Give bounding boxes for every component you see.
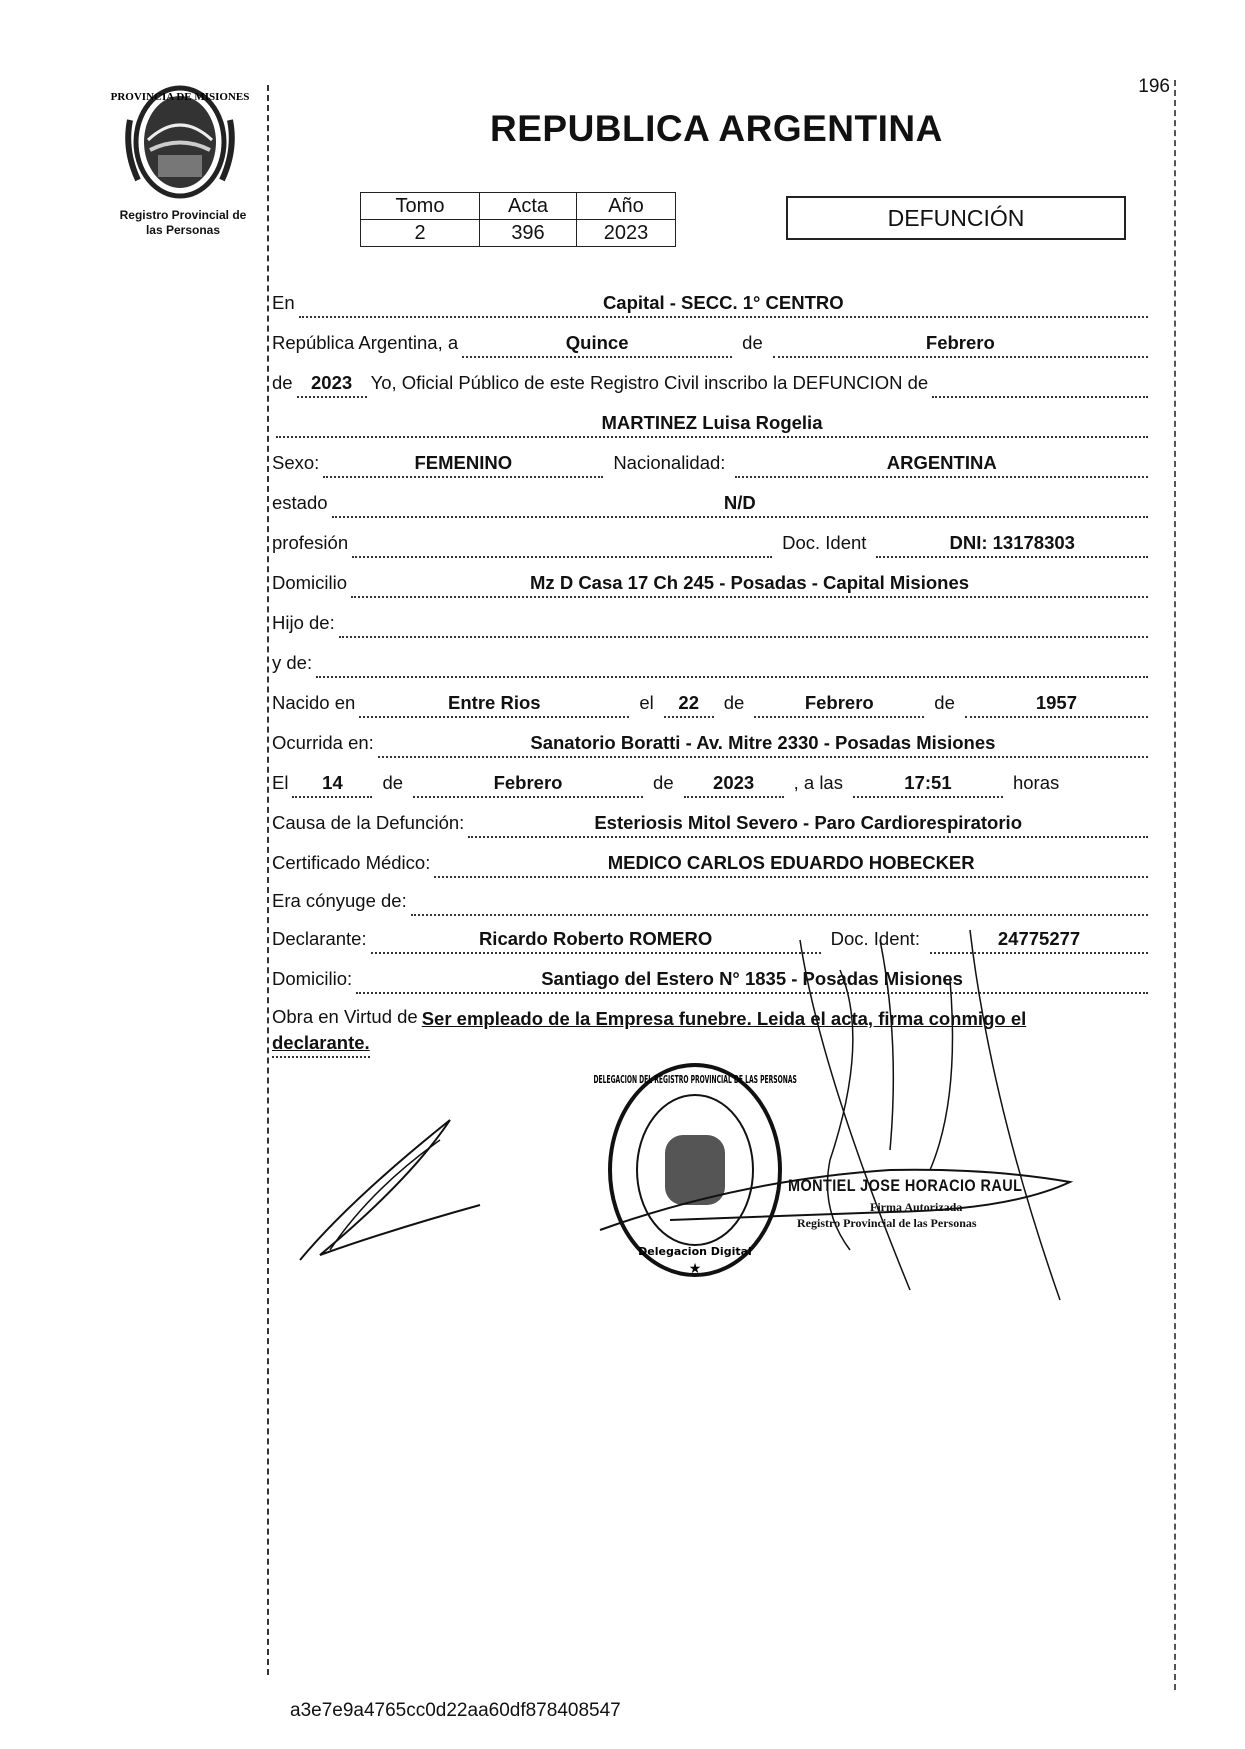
el-label: el [639, 692, 654, 713]
row-domicilio [272, 566, 1152, 598]
official-role: Firma Autorizada [870, 1200, 963, 1214]
certificado-label: Certificado Médico: [272, 852, 431, 873]
docident-value: DNI: 13178303 [876, 530, 1148, 558]
El-label: El [272, 772, 289, 793]
profesion-label: profesión [272, 532, 349, 553]
row-en [272, 286, 1152, 318]
obra-value1: Ser empleado de la Empresa funebre. Leida el acta, firma conmigo el [421, 1008, 1027, 1029]
nac-dia: 22 [664, 690, 714, 718]
yo-blank [932, 370, 1148, 398]
yde-value [316, 650, 1148, 678]
row-profesion [272, 526, 1152, 558]
acta-header: Acta [480, 193, 577, 220]
acta-table [360, 192, 676, 247]
conyuge-label: Era cónyuge de: [272, 890, 407, 911]
row-causa [272, 806, 1152, 838]
def-mes: Febrero [413, 770, 643, 798]
declarante-label: Declarante: [272, 928, 367, 949]
page-title: REPUBLICA ARGENTINA [490, 108, 943, 149]
hijo-label: Hijo de: [272, 612, 335, 633]
causa-label: Causa de la Defunción: [272, 812, 465, 833]
doc-type-box: DEFUNCIÓN [786, 196, 1126, 240]
page-number: 196 [1138, 76, 1170, 97]
estado-value: N/D [332, 490, 1148, 518]
registry-label [98, 208, 268, 238]
stamp-star-icon: ★ [688, 1260, 702, 1276]
horas-label: horas [1012, 772, 1060, 793]
emblem-text: PROVINCIA DE MISIONES [110, 91, 250, 103]
anio-header: Año [577, 193, 676, 220]
estado-label: estado [272, 492, 328, 513]
row-sexo [272, 446, 1152, 478]
registry-line1: Registro Provincial de [119, 208, 247, 222]
def-de-label: de [382, 772, 404, 793]
decl-dom-value: Santiago del Estero N° 1835 - Posadas Misiones [356, 966, 1148, 994]
def-anio: 2023 [684, 770, 784, 798]
nacido-label: Nacido en [272, 692, 356, 713]
decl-dom-label: Domicilio: [272, 968, 353, 989]
obra-value2: declarante. [272, 1030, 370, 1058]
conyuge-value [411, 888, 1148, 916]
nacionalidad-value: ARGENTINA [735, 450, 1148, 478]
row-yde [272, 646, 1152, 678]
nac-mes: Febrero [754, 690, 924, 718]
en-label: En [272, 292, 295, 313]
nac-anio: 1957 [965, 690, 1148, 718]
row-nacido [272, 686, 1152, 718]
stamp-bottom-text: Delegacion Digital [638, 1245, 752, 1258]
nombre-value: MARTINEZ Luisa Rogelia [276, 410, 1148, 438]
ocurrida-value: Sanatorio Boratti - Av. Mitre 2330 - Posadas Misiones [378, 730, 1148, 758]
domicilio-value: Mz D Casa 17 Ch 245 - Posadas - Capital Misiones [351, 570, 1148, 598]
def-de2-label: de [653, 772, 674, 793]
de2-label: de [272, 372, 293, 393]
dia-value: Quince [462, 330, 732, 358]
row-fecha-defuncion [272, 766, 1152, 798]
def-hora: 17:51 [853, 770, 1003, 798]
nac-de-label: de [723, 692, 745, 713]
tomo-value: 2 [361, 220, 480, 247]
official-signature-icon [590, 920, 1090, 1300]
row-certificado [272, 846, 1152, 878]
row-yo [272, 366, 1152, 398]
row-republica [272, 326, 1152, 358]
nacionalidad-label: Nacionalidad: [613, 452, 726, 473]
row-conyuge [272, 884, 1152, 916]
republica-label: República Argentina, a [272, 332, 459, 353]
acta-value: 396 [480, 220, 577, 247]
profesion-value [352, 530, 772, 558]
official-org: Registro Provincial de las Personas [797, 1216, 977, 1230]
mes-value: Febrero [773, 330, 1148, 358]
hijo-value [339, 610, 1148, 638]
row-hijo [272, 606, 1152, 638]
tomo-header: Tomo [361, 193, 480, 220]
right-margin-line [1174, 80, 1176, 1690]
docident-label: Doc. Ident [782, 532, 867, 553]
registry-line2: las Personas [145, 223, 221, 237]
nac-de2-label: de [934, 692, 955, 713]
row-nombre [272, 406, 1152, 438]
official-name: MONTIEL JOSE HORACIO RAUL [788, 1176, 1023, 1195]
yo-text: Yo, Oficial Público de este Registro Civil inscribo la DEFUNCION de [370, 372, 929, 393]
alas-label: , a las [793, 772, 843, 793]
obra-label: Obra en Virtud de [272, 1006, 418, 1027]
def-dia: 14 [292, 770, 372, 798]
decl-doc-value: 24775277 [930, 926, 1148, 954]
ocurrida-label: Ocurrida en: [272, 732, 374, 753]
province-emblem [110, 80, 250, 210]
anio-value: 2023 [577, 220, 676, 247]
certificado-value: MEDICO CARLOS EDUARDO HOBECKER [434, 850, 1148, 878]
domicilio-label: Domicilio [272, 572, 348, 593]
misiones-emblem-icon [110, 80, 250, 205]
sexo-label: Sexo: [272, 452, 320, 473]
document-hash: a3e7e9a4765cc0d22aa60df878408547 [290, 1700, 621, 1721]
stamp-ring-text: DELEGACION DEL REGISTRO PROVINCIAL DE LAS PERSONAS [593, 1074, 797, 1087]
declarant-signature-icon [290, 1110, 490, 1270]
sexo-value: FEMENINO [323, 450, 603, 478]
row-ocurrida [272, 726, 1152, 758]
row-estado [272, 486, 1152, 518]
declarante-value: Ricardo Roberto ROMERO [371, 926, 821, 954]
nacido-value: Entre Rios [359, 690, 629, 718]
left-margin-line [267, 85, 269, 1675]
en-value: Capital - SECC. 1° CENTRO [299, 290, 1148, 318]
decl-doc-label: Doc. Ident: [830, 928, 921, 949]
causa-value: Esteriosis Mitol Severo - Paro Cardiorespiratorio [468, 810, 1148, 838]
anio-inscripcion: 2023 [297, 370, 367, 398]
yde-label: y de: [272, 652, 313, 673]
de-label: de [742, 332, 763, 353]
